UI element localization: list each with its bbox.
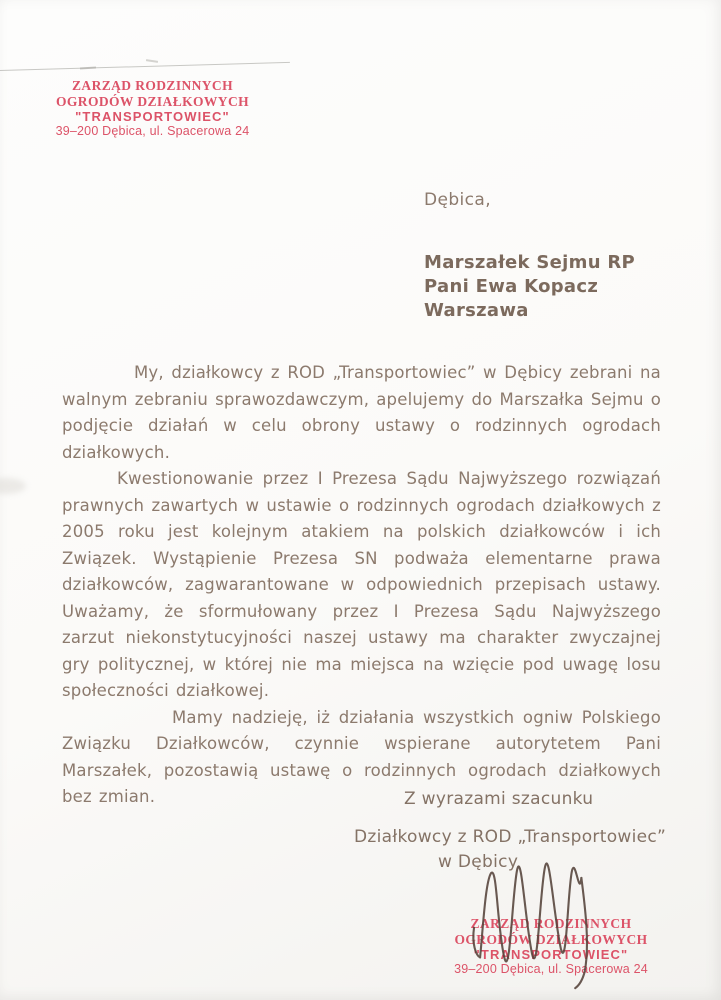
- stamp-org-line2: OGRODÓW DZIAŁKOWYCH: [56, 93, 249, 109]
- paragraph-hope: Mamy nadzieję, iż działania wszystkich ogniw Polskiego Związku Działkowców, czynnie wspierane autorytetem Pani Marszałek, pozostawią ustawę o rodzinnych ogrodach działkowych bez zmian.: [62, 707, 661, 806]
- dateline: Dębica,: [424, 190, 492, 210]
- signer-line1: Działkowcy z ROD „Transportowiec”: [354, 827, 667, 847]
- stamp-org-name: "TRANSPORTOWIEC": [473, 947, 629, 962]
- recipient-title: Marszałek Sejmu RP: [424, 252, 636, 273]
- scan-smudge: [146, 59, 158, 63]
- stamp-org-address: 39–200 Dębica, ul. Spacerowa 24: [454, 962, 648, 976]
- stamp-org-line1: ZARZĄD RODZINNYCH: [470, 916, 632, 931]
- header-org-stamp: [50, 79, 255, 138]
- stamp-org-line2: OGRODÓW DZIAŁKOWYCH: [454, 931, 648, 947]
- paragraph-argument: Kwestionowanie przez I Prezesa Sądu Najwyższego rozwiązań prawnych zawartych w ustawie o rodzinnych ogrodach działkowych z 2005 roku jest kolejnym atakiem na polskich działkowców i ich Związek. Wystąpienie Prezesa SN podważa elementarne prawa działkowców, zagwarantowane w odpowiednich przepisach ustawy. Uważamy, że sformułowany przez I Prezesa Sądu Najwyższego zarzut niekonstytucyjności naszej ustawy ma charakter zwyczajnej gry politycznej, w której nie ma miejsca na wzięcie pod uwagę losu społeczności działkowej.: [62, 469, 661, 700]
- scan-smudge: [0, 478, 26, 494]
- recipient-name: Pani Ewa Kopacz: [424, 276, 599, 297]
- closing-salutation: Z wyrazami szacunku: [404, 789, 594, 809]
- paragraph-appeal: My, działkowcy z ROD „Transportowiec” w Dębicy zebrani na walnym zebraniu sprawozdawczym, apelujemy do Marszałka Sejmu o podjęcie działań w celu obrony ustawy o rodzinnych ogrodach działkowych.: [62, 363, 661, 462]
- handwritten-signature: [468, 852, 633, 997]
- letter-body: [62, 360, 661, 811]
- signer-line2: w Dębicy: [438, 852, 519, 872]
- stamp-org-name: "TRANSPORTOWIEC": [75, 109, 230, 124]
- recipient-block: [424, 251, 635, 323]
- stamp-org-line1: ZARZĄD RODZINNYCH: [72, 78, 233, 93]
- scan-smudge: [80, 66, 96, 69]
- scan-edge-artifact: [0, 62, 290, 71]
- recipient-city: Warszawa: [424, 300, 529, 321]
- stamp-org-address: 39–200 Dębica, ul. Spacerowa 24: [55, 124, 250, 138]
